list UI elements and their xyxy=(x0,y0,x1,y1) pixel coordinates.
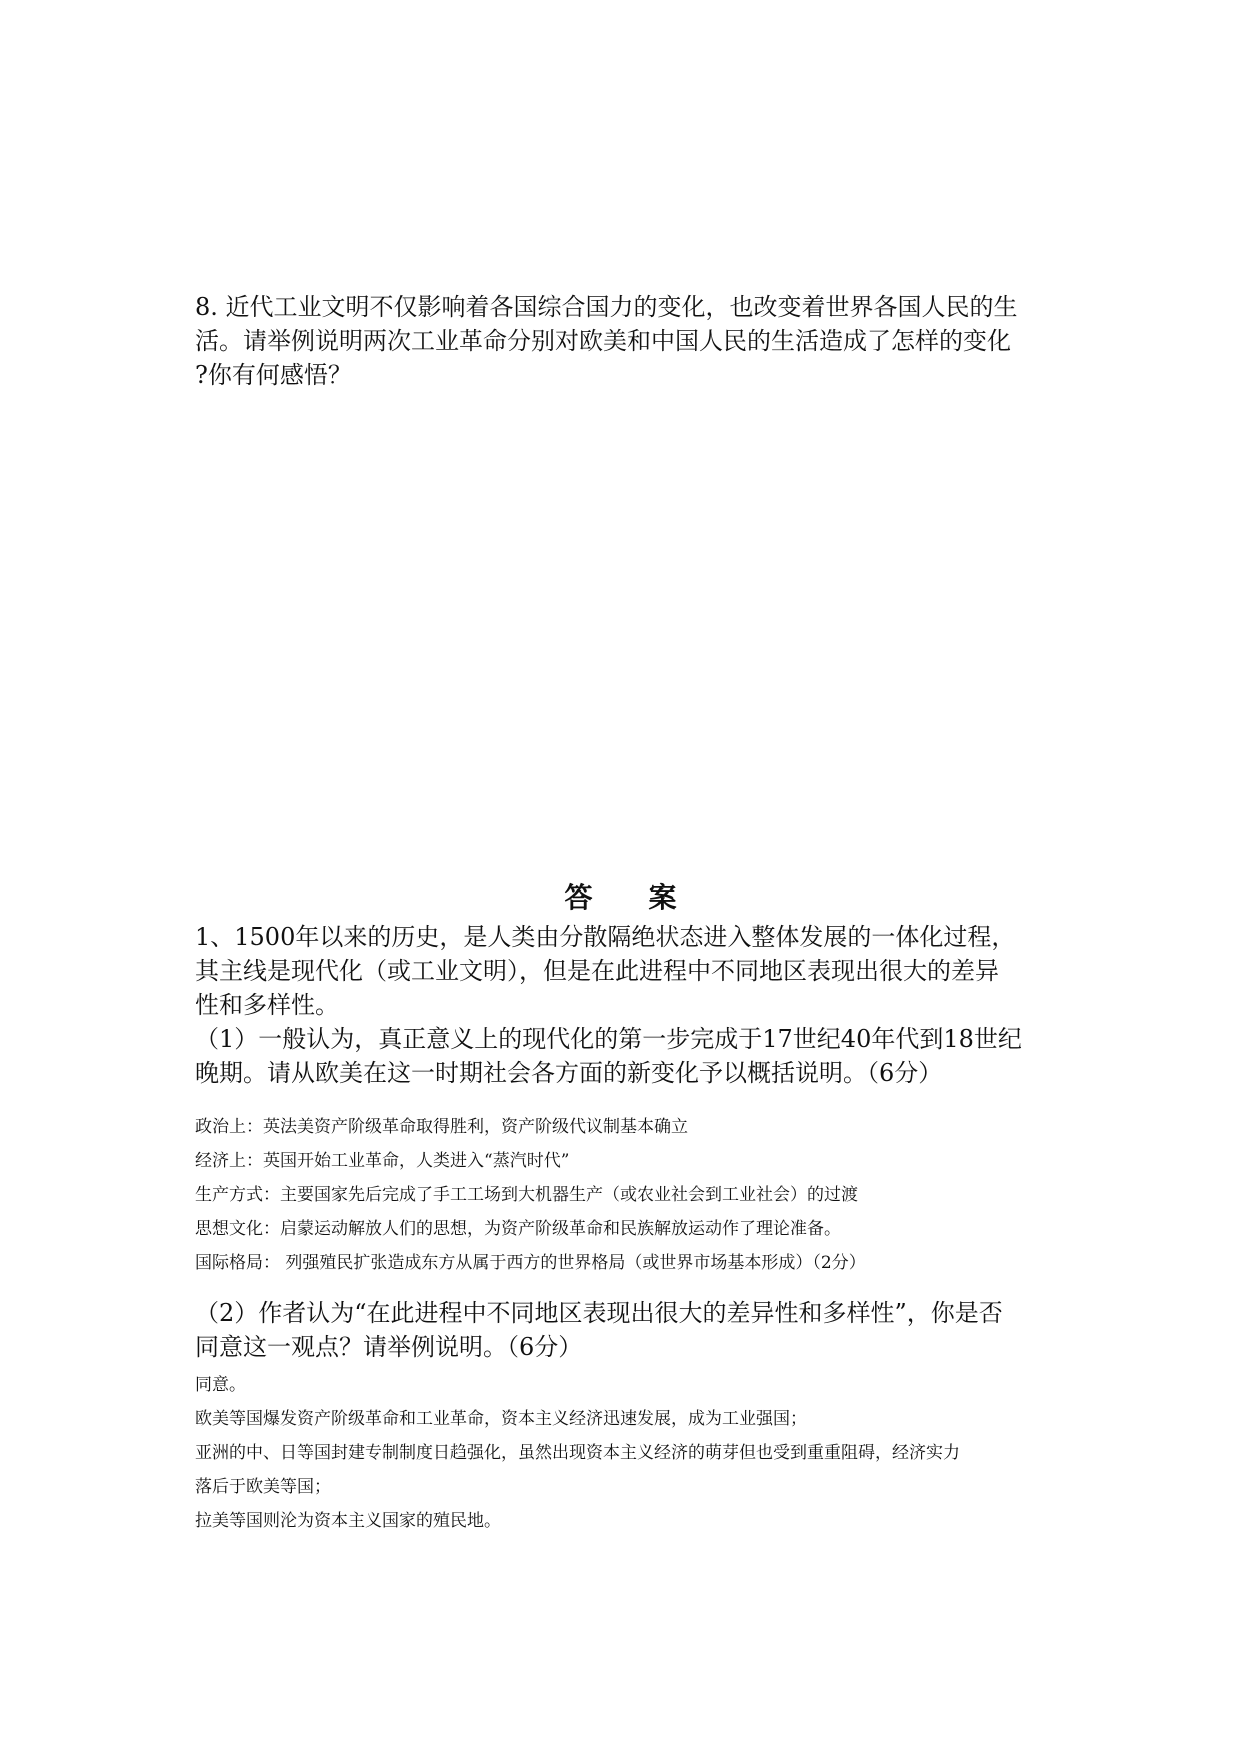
sub-question-line: 晚期。请从欧美在这一时期社会各方面的新变化予以概括说明。（6分） xyxy=(195,1059,943,1087)
answer-line: 其主线是现代化（或工业文明），但是在此进程中不同地区表现出很大的差异 xyxy=(195,957,999,985)
question-line: ?你有何感悟？ xyxy=(195,361,352,389)
answer-line: 性和多样性。 xyxy=(195,991,339,1019)
question-line: 活。请举例说明两次工业革命分别对欧美和中国人民的生活造成了怎样的变化 xyxy=(195,327,1011,355)
answer-point: 欧美等国爆发资产阶级革命和工业革命，资本主义经济迅速发展，成为工业强国； xyxy=(195,1409,807,1429)
answer-point-culture: 思想文化：启蒙运动解放人们的思想，为资产阶级革命和民族解放运动作了理论准备。 xyxy=(195,1219,841,1239)
sub-question-line: 同意这一观点？请举例说明。（6分） xyxy=(195,1333,583,1361)
answer-1-stem xyxy=(195,920,1075,1022)
answer-heading: 答案 xyxy=(564,881,733,914)
answer-point: 落后于欧美等国； xyxy=(195,1477,331,1497)
answer-point: 拉美等国则沦为资本主义国家的殖民地。 xyxy=(195,1511,501,1531)
answer-point-international: 国际格局： 列强殖民扩张造成东方从属于西方的世界格局（或世界市场基本形成）（2分） xyxy=(195,1253,866,1273)
answer-point-production: 生产方式：主要国家先后完成了手工工场到大机器生产（或农业社会到工业社会）的过渡 xyxy=(195,1185,858,1205)
answer-point-politics: 政治上：英法美资产阶级革命取得胜利，资产阶级代议制基本确立 xyxy=(195,1117,688,1137)
answer-point: 同意。 xyxy=(195,1375,246,1395)
sub-question-1 xyxy=(195,1022,1075,1090)
answer-line: 1、1500年以来的历史，是人类由分散隔绝状态进入整体发展的一体化过程， xyxy=(195,923,1016,951)
sub-question-2 xyxy=(195,1296,1075,1364)
question-line: 8. 近代工业文明不仅影响着各国综合国力的变化，也改变着世界各国人民的生 xyxy=(195,293,1018,321)
answer-point-economy: 经济上：英国开始工业革命，人类进入“蒸汽时代” xyxy=(195,1151,570,1171)
question-8 xyxy=(195,290,1075,392)
sub-question-2-answer xyxy=(195,1368,1075,1538)
sub-question-line: （1）一般认为，真正意义上的现代化的第一步完成于17世纪40年代到18世纪 xyxy=(195,1025,1022,1053)
sub-question-line: （2）作者认为“在此进程中不同地区表现出很大的差异性和多样性”，你是否 xyxy=(195,1299,1003,1327)
answer-point: 亚洲的中、日等国封建专制制度日趋强化，虽然出现资本主义经济的萌芽但也受到重重阻碍，经济实力 xyxy=(195,1443,960,1463)
sub-question-1-answer xyxy=(195,1110,1075,1280)
